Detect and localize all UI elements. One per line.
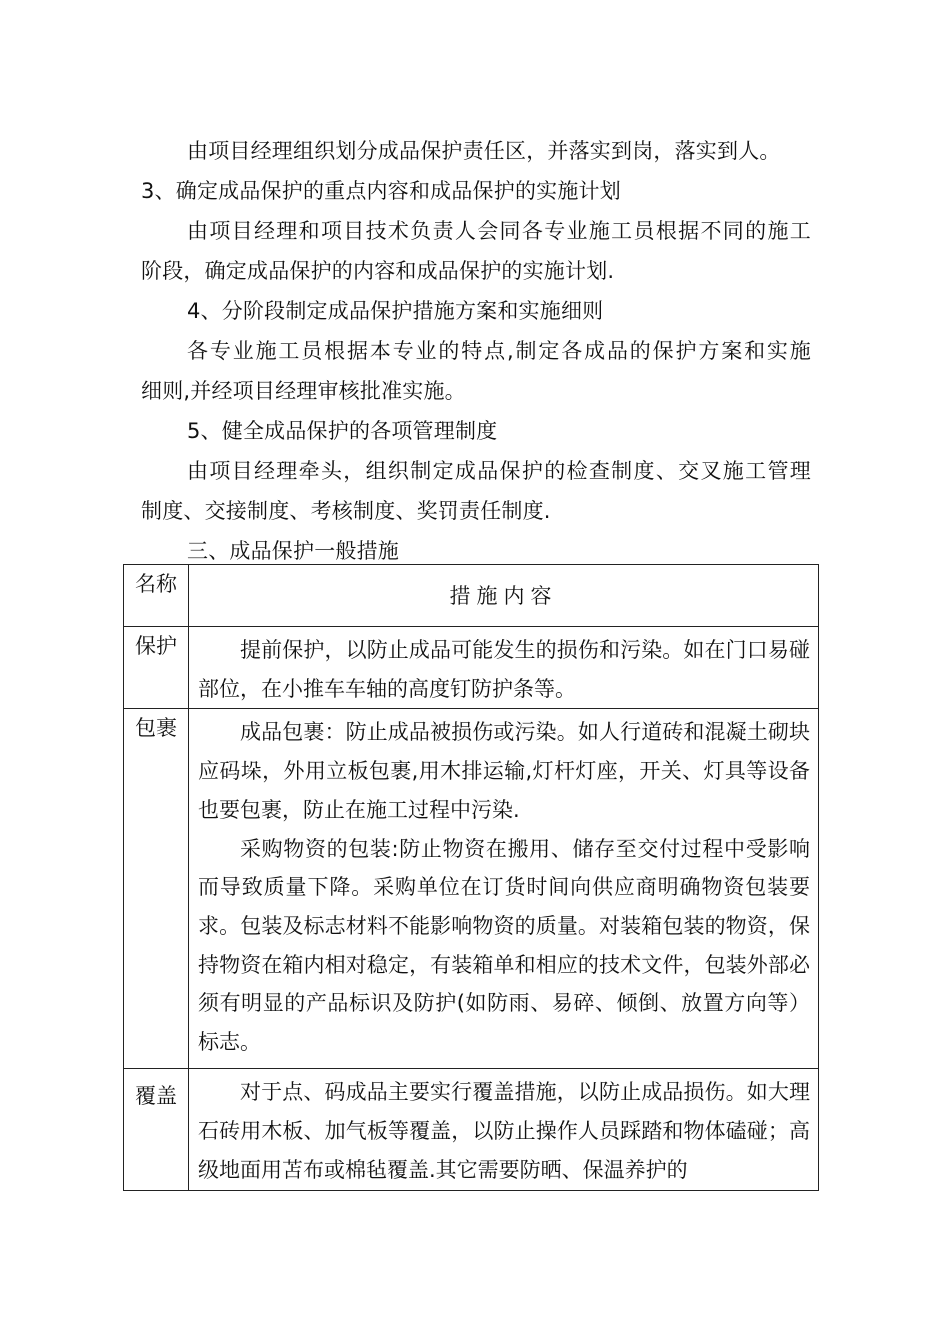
table-header-row xyxy=(124,565,819,627)
row-content-cell xyxy=(189,709,819,1069)
section-heading: 三、成品保护一般措施 xyxy=(187,539,399,563)
row-paragraph: 采购物资的包装:防止物资在搬用、储存至交付过程中受影响而导致质量下降。采购单位在订货时间向供应商明确物资包装要求。包装及标志材料不能影响物资的质量。对装箱包装的物资，保持物资在箱内相对稳定，有装箱单和相应的技术文件，包装外部必须有明显的产品标识及防护(如防雨、易碎、倾倒、放置方向等）标志。 xyxy=(198,836,810,1055)
row-name-label: 保护 xyxy=(135,634,177,658)
row-content xyxy=(189,1069,818,1189)
table-row xyxy=(124,627,819,709)
paragraph-text: 阶段，确定成品保护的内容和成品保护的实施计划. xyxy=(141,259,615,283)
table-row xyxy=(124,1069,819,1190)
row-name-cell xyxy=(124,627,189,709)
row-paragraph: 对于点、码成品主要实行覆盖措施，以防止成品损伤。如大理石砖用木板、加气板等覆盖，以防止操作人员踩踏和物体磕碰；高级地面用苫布或棉毡覆盖.其它需要防晒、保温养护的 xyxy=(198,1080,810,1182)
paragraph-text: 细则,并经项目经理审核批准实施。 xyxy=(141,379,466,403)
row-paragraph: 成品包裹：防止成品被损伤或污染。如人行道砖和混凝土砌块应码垛，外用立板包裹,用木排运输,灯杆灯座，开关、灯具等设备也要包裹，防止在施工过程中污染. xyxy=(198,720,810,822)
paragraph-text: 各专业施工员根据本专业的特点,制定各成品的保护方案和实施 xyxy=(187,339,811,363)
row-content xyxy=(189,627,818,708)
measures-table xyxy=(123,564,819,1191)
header-content-cell xyxy=(189,565,819,627)
row-name-cell xyxy=(124,709,189,1069)
paragraph-text: 由项目经理牵头，组织制定成品保护的检查制度、交叉施工管理 xyxy=(187,459,811,483)
row-content xyxy=(189,709,818,1061)
paragraph-text: 由项目经理组织划分成品保护责任区，并落实到岗，落实到人。 xyxy=(187,139,781,163)
table-row xyxy=(124,709,819,1069)
row-name-label: 包裹 xyxy=(135,716,177,741)
header-name-label: 名称 xyxy=(135,572,177,596)
paragraph-text: 制度、交接制度、考核制度、奖罚责任制度. xyxy=(141,499,551,523)
paragraph-text: 由项目经理和项目技术负责人会同各专业施工员根据不同的施工 xyxy=(187,219,811,243)
header-content-label: 措施内容 xyxy=(449,583,558,608)
section-heading: 4、分阶段制定成品保护措施方案和实施细则 xyxy=(187,299,604,323)
section-heading: 3、确定成品保护的重点内容和成品保护的实施计划 xyxy=(141,179,621,203)
row-paragraph: 提前保护，以防止成品可能发生的损伤和污染。如在门口易碰部位，在小推车车轴的高度钉防护条等。 xyxy=(198,638,810,701)
section-heading: 5、健全成品保护的各项管理制度 xyxy=(187,419,498,443)
row-content-cell xyxy=(189,627,819,709)
header-name-cell xyxy=(124,565,189,627)
row-name-cell xyxy=(124,1069,189,1190)
row-name-label: 覆盖 xyxy=(135,1084,177,1109)
row-content-cell xyxy=(189,1069,819,1190)
